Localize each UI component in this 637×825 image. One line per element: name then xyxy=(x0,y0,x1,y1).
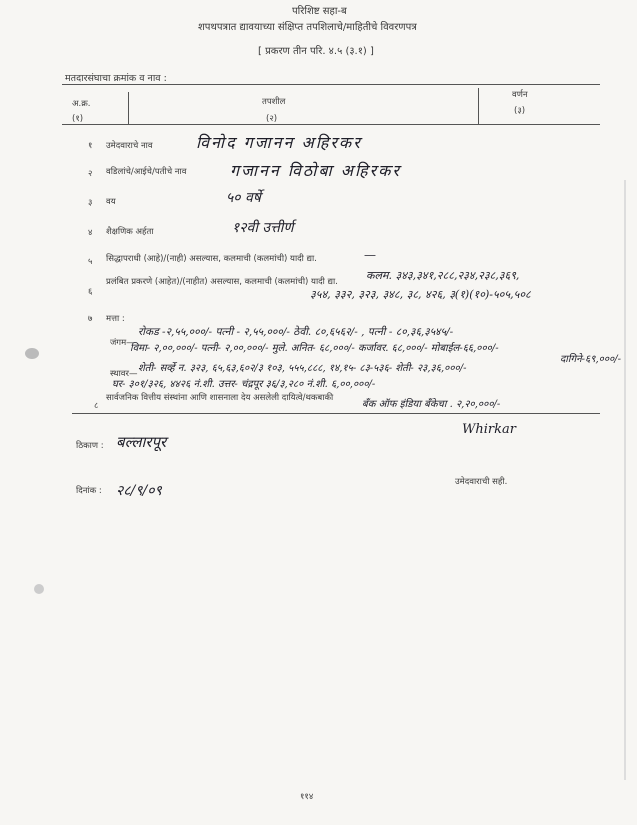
row-label-education: शैक्षणिक अर्हता xyxy=(106,227,154,237)
row-label-assets: मत्ता : xyxy=(106,314,125,324)
col-header-sr-num: (१) xyxy=(72,114,84,124)
assets-movable-line2: विमा- २,००,०००/- पत्नी- २,००,०००/- मुले. अनित- ६८,०००/- कर्जावर. ६८,०००/- मोबाईल-६६,०००/- xyxy=(130,343,499,354)
header-bottom-rule xyxy=(62,124,600,125)
row-number: ८ xyxy=(94,401,99,411)
row-number: २ xyxy=(88,169,93,179)
table-bottom-rule xyxy=(72,413,600,414)
value-liabilities: बँक ऑफ इंडिया बँकेचा . २,२०,०००/- xyxy=(362,399,501,410)
value-father-name: गजानन विठोबा अहिरकर xyxy=(230,161,401,180)
signature-label: उमेदवाराची सही. xyxy=(455,477,508,487)
assets-immovable-label: स्थावर— xyxy=(110,369,138,379)
value-pending-line1: कलम. ३४३,३४१,२८८,२३४,२३८,३६९, xyxy=(366,269,520,282)
assets-immovable-line2: घर- ३०१/३२६, ४४२६ नं.शी. उत्तर- चंद्रपूर ३६/३,२८० नं.शी. ६,००,०००/- xyxy=(112,379,376,390)
row-label-father: वडिलांचे/आईचे/पतीचे नाव xyxy=(106,167,187,177)
row-number: ५ xyxy=(88,257,93,267)
right-edge-shadow xyxy=(624,180,626,780)
assets-immovable-line1: शेती- सर्व्हे न. ३२३, ६५,६३,६०२/३ १०३, ५५५,८८८, १४,१५- ८३-५३६- शेती- २३,३६,०००/- xyxy=(138,363,467,374)
value-education: १२वी उत्तीर्ण xyxy=(232,220,294,236)
row-label-pending: प्रलंबित प्रकरणे (आहेत)/(नाहीत) असल्यास, कलमाची (कलमांची) यादी द्या. xyxy=(106,277,338,287)
date-label: दिनांक : xyxy=(76,486,102,496)
col-header-details: तपशील xyxy=(262,97,286,107)
constituency-label: मतदारसंघाचा क्रमांक व नाव : xyxy=(65,73,167,84)
col-divider-2 xyxy=(478,88,479,124)
col-divider-1 xyxy=(128,92,129,124)
row-label-age: वय xyxy=(106,197,116,207)
place-value: बल्लारपूर xyxy=(116,433,167,451)
value-candidate-name: विनोद गजानन अहिरकर xyxy=(196,133,362,152)
date-value: २८/९/०९ xyxy=(116,483,162,499)
value-convicted: — xyxy=(364,248,376,262)
form-subtitle: [ प्रकरण तीन परि. ४.५ (३.१) ] xyxy=(258,46,374,57)
assets-movable-label: जंगम— xyxy=(110,338,135,348)
place-label: ठिकाण : xyxy=(76,441,104,451)
page-number: ११४ xyxy=(300,792,314,802)
row-label-name: उमेदवाराचे नाव xyxy=(106,141,153,151)
header-top-rule xyxy=(62,84,600,85)
assets-movable-line3: दागिने-६९,०००/- xyxy=(560,354,621,365)
candidate-signature: Whirkar xyxy=(462,422,516,437)
value-pending-line2: ३५४, ३३२, ३२३, ३४८, ३८, ४२६, ३(१)(१०)-५०५,५०८ xyxy=(310,288,531,301)
col-header-sr: अ.क्र. xyxy=(72,99,91,109)
appendix-label: परिशिष्ट सहा-ब xyxy=(292,6,347,17)
col-header-desc: वर्णन xyxy=(512,90,528,100)
col-header-desc-num: (३) xyxy=(514,106,526,116)
col-header-details-num: (२) xyxy=(266,114,278,124)
row-number: ६ xyxy=(88,287,93,297)
row-number: ४ xyxy=(88,228,93,238)
form-title: शपथपत्रात द्यावयाच्या संक्षिप्त तपशिलाचे/माहितीचे विवरणपत्र xyxy=(198,22,417,33)
row-number: ३ xyxy=(88,198,93,208)
punch-hole-mark xyxy=(25,348,39,359)
assets-movable-line1: रोकड -२,५५,०००/- पत्नी - २,५५,०००/- ठेवी. ८०,६५६२/- , पत्नी - ८०,३६,३५४५/- xyxy=(138,326,454,338)
row-label-convicted: सिद्धापराधी (आहे)/(नाही) असल्यास, कलमाची (कलमांची) यादी द्या. xyxy=(106,254,317,264)
value-age: ५० वर्षे xyxy=(226,190,261,206)
row-label-liabilities: सार्वजनिक वित्तीय संस्थांना आणि शासनाला देय असलेली दायित्वे/थकबाकी xyxy=(106,393,334,403)
row-number: १ xyxy=(88,141,93,151)
row-number: ७ xyxy=(88,314,93,324)
punch-hole-mark xyxy=(34,584,44,594)
